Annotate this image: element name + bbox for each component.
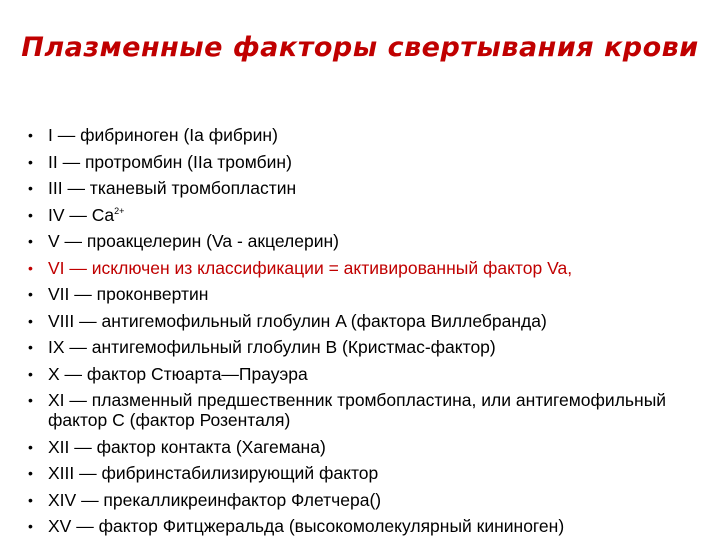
bullet-icon: • [28, 286, 33, 302]
bullet-icon: • [28, 312, 33, 329]
bullet-icon: • [28, 365, 33, 382]
bullet-icon: • [28, 438, 33, 455]
list-item-factor-4 [28, 205, 698, 225]
bullet-icon: • [28, 491, 33, 508]
slide-title: Плазменные факторы свертывания крови [21, 32, 699, 63]
list-item-factor-13 [28, 463, 698, 483]
list-item-factor-3 [28, 178, 698, 198]
list-item-factor-15 [28, 516, 698, 536]
list-item-factor-5 [28, 231, 698, 251]
list-item-factor-11 [28, 390, 698, 430]
list-item-factor-2 [28, 152, 698, 172]
bullet-icon: • [28, 153, 33, 170]
bullet-icon: • [28, 518, 33, 534]
coagulation-factors-list [28, 125, 698, 543]
list-item-factor-14 [28, 490, 698, 510]
list-item-text: XII — фактор контакта (Хагемана) [48, 436, 326, 457]
list-item-factor-1 [28, 125, 698, 145]
list-item-factor-8 [28, 311, 698, 331]
list-item-text: XI — плазменный предшественник тромбопластина, или антигемофильный фактор C (фактор Розенталя) [48, 390, 667, 430]
list-item-factor-7 [28, 284, 698, 304]
list-item-factor-12 [28, 437, 698, 457]
list-item-text: III — тканевый тромбопластин [48, 178, 297, 198]
bullet-icon: • [28, 127, 33, 143]
list-item-text: XIII — фибринстабилизирующий фактор [48, 463, 379, 483]
bullet-icon: • [28, 339, 33, 355]
list-item-text: V — проакцелерин (Va - акцелерин) [48, 231, 339, 251]
bullet-icon: • [28, 233, 33, 249]
list-item-text: VII — проконвертин [48, 284, 209, 304]
list-item-text: IX — антигемофильный глобулин B (Кристмас-фактор) [48, 337, 496, 357]
list-item-superscript: 2+ [114, 205, 125, 216]
list-item-factor-10 [28, 364, 698, 384]
list-item-text: II — протромбин (IIa тромбин) [48, 151, 292, 172]
list-item-text: VI — исключен из классификации = активированный фактор Va, [48, 257, 573, 278]
list-item-text: X — фактор Стюарта—Прауэра [48, 363, 308, 384]
bullet-icon: • [28, 392, 33, 408]
list-item-factor-6 [28, 258, 698, 278]
list-item-text: XIV — прекалликреинфактор Флетчера() [48, 489, 382, 510]
bullet-icon: • [28, 206, 33, 223]
list-item-text: I — фибриноген (Ia фибрин) [48, 125, 278, 145]
list-item-factor-9 [28, 337, 698, 357]
bullet-icon: • [28, 180, 33, 196]
list-item-text: VIII — антигемофильный глобулин A (фактора Виллебранда) [48, 310, 547, 331]
bullet-icon: • [28, 465, 33, 481]
bullet-icon: • [28, 259, 33, 276]
list-item-text: IV — Ca [48, 204, 115, 225]
list-item-text: XV — фактор Фитцжеральда (высокомолекулярный кининоген) [48, 516, 565, 536]
